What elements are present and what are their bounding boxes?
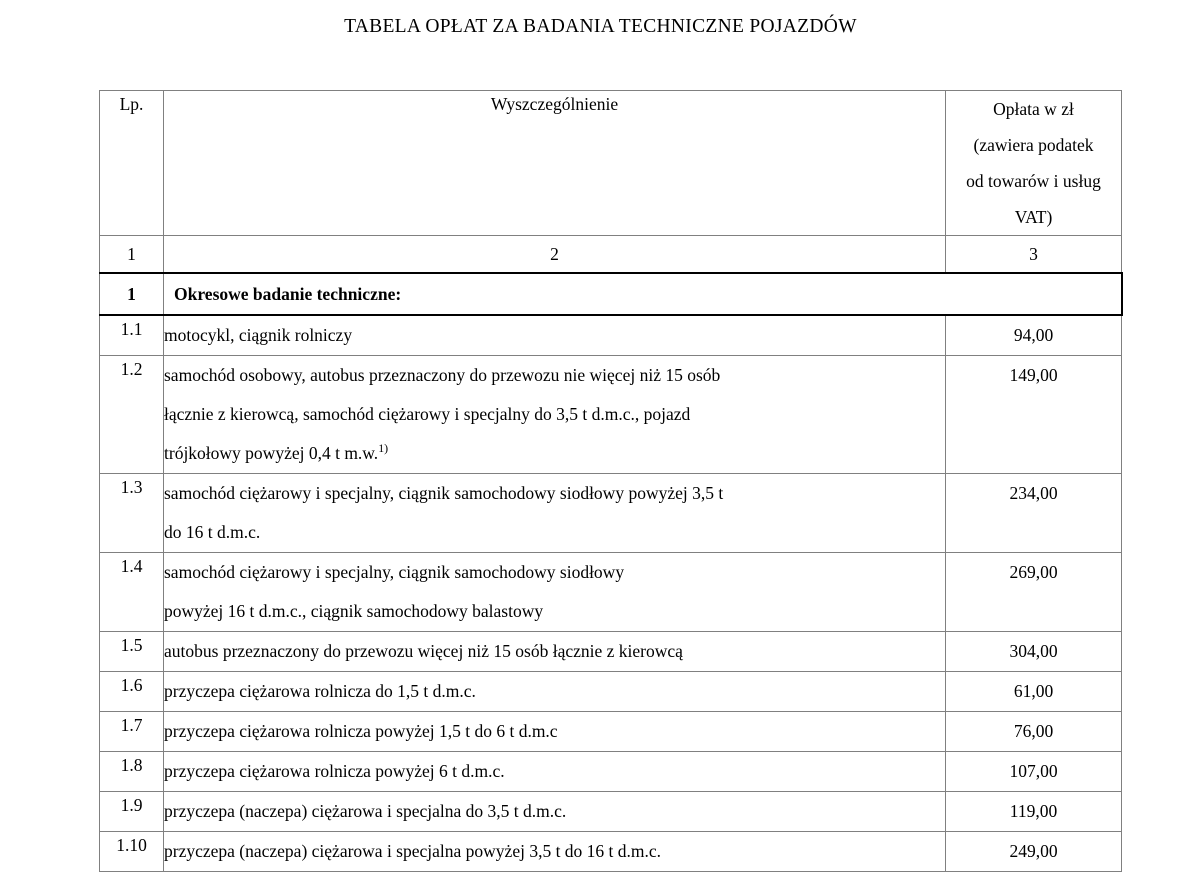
row-description [164, 356, 946, 474]
column-number-3: 3 [946, 236, 1122, 274]
table-column-numbers-row [100, 236, 1122, 274]
row-fee: 234,00 [946, 474, 1122, 553]
row-description: przyczepa ciężarowa rolnicza powyżej 1,5 t do 6 t d.m.c [164, 712, 946, 752]
column-number-1: 1 [100, 236, 164, 274]
row-description: przyczepa (naczepa) ciężarowa i specjalna do 3,5 t d.m.c. [164, 792, 946, 832]
row-lp: 1.1 [100, 315, 164, 356]
section-row-lp: 1 [100, 273, 164, 315]
row-description: przyczepa (naczepa) ciężarowa i specjalna powyżej 3,5 t do 16 t d.m.c. [164, 832, 946, 872]
table-row [100, 632, 1122, 672]
row-fee: 76,00 [946, 712, 1122, 752]
row-lp: 1.2 [100, 356, 164, 474]
table-row [100, 315, 1122, 356]
row-description-line-2: do 16 t d.m.c. [164, 522, 261, 542]
table-header-row [100, 91, 1122, 236]
row-description-line-2: łącznie z kierowcą, samochód ciężarowy i specjalny do 3,5 t d.m.c., pojazd [164, 404, 691, 424]
row-description-line-2: powyżej 16 t d.m.c., ciągnik samochodowy balastowy [164, 601, 544, 621]
header-cell-fee [946, 91, 1122, 236]
section-row-title: Okresowe badanie techniczne: [164, 273, 1122, 315]
table-row [100, 553, 1122, 632]
row-fee: 149,00 [946, 356, 1122, 474]
fee-table [99, 90, 1123, 872]
row-lp: 1.4 [100, 553, 164, 632]
row-lp: 1.3 [100, 474, 164, 553]
row-fee: 119,00 [946, 792, 1122, 832]
row-description [164, 474, 946, 553]
section-row-periodic-inspection [100, 273, 1122, 315]
header-cell-lp: Lp. [100, 91, 164, 236]
row-description: przyczepa ciężarowa rolnicza do 1,5 t d.m.c. [164, 672, 946, 712]
row-fee: 107,00 [946, 752, 1122, 792]
header-fee-line-2: (zawiera podatek [973, 135, 1094, 155]
row-fee: 269,00 [946, 553, 1122, 632]
table-row [100, 832, 1122, 872]
footnote-marker: 1) [378, 441, 389, 456]
table-row [100, 474, 1122, 553]
row-description-line-3-text: trójkołowy powyżej 0,4 t m.w. [164, 443, 379, 463]
row-description [164, 553, 946, 632]
table-row [100, 792, 1122, 832]
table-row [100, 712, 1122, 752]
table-row [100, 752, 1122, 792]
row-lp: 1.8 [100, 752, 164, 792]
row-fee: 304,00 [946, 632, 1122, 672]
table-row [100, 672, 1122, 712]
row-lp: 1.5 [100, 632, 164, 672]
row-fee: 249,00 [946, 832, 1122, 872]
row-fee: 61,00 [946, 672, 1122, 712]
header-fee-line-3: od towarów i usług [966, 171, 1101, 191]
row-fee: 94,00 [946, 315, 1122, 356]
header-fee-line-4: VAT) [1014, 207, 1053, 227]
row-description-line-1: samochód osobowy, autobus przeznaczony do przewozu nie więcej niż 15 osób [164, 365, 721, 385]
column-number-2: 2 [164, 236, 946, 274]
row-lp: 1.7 [100, 712, 164, 752]
table-row [100, 356, 1122, 474]
row-description-line-1: samochód ciężarowy i specjalny, ciągnik samochodowy siodłowy powyżej 3,5 t [164, 483, 724, 503]
row-description: motocykl, ciągnik rolniczy [164, 315, 946, 356]
row-description: przyczepa ciężarowa rolnicza powyżej 6 t d.m.c. [164, 752, 946, 792]
row-description-line-3 [164, 434, 945, 473]
row-description: autobus przeznaczony do przewozu więcej niż 15 osób łącznie z kierowcą [164, 632, 946, 672]
header-cell-description: Wyszczególnienie [164, 91, 946, 236]
page-title: TABELA OPŁAT ZA BADANIA TECHNICZNE POJAZDÓW [344, 16, 857, 37]
row-lp: 1.6 [100, 672, 164, 712]
row-lp: 1.10 [100, 832, 164, 872]
row-lp: 1.9 [100, 792, 164, 832]
row-description-line-1: samochód ciężarowy i specjalny, ciągnik samochodowy siodłowy [164, 562, 625, 582]
header-fee-line-1: Opłata w zł [993, 99, 1074, 119]
